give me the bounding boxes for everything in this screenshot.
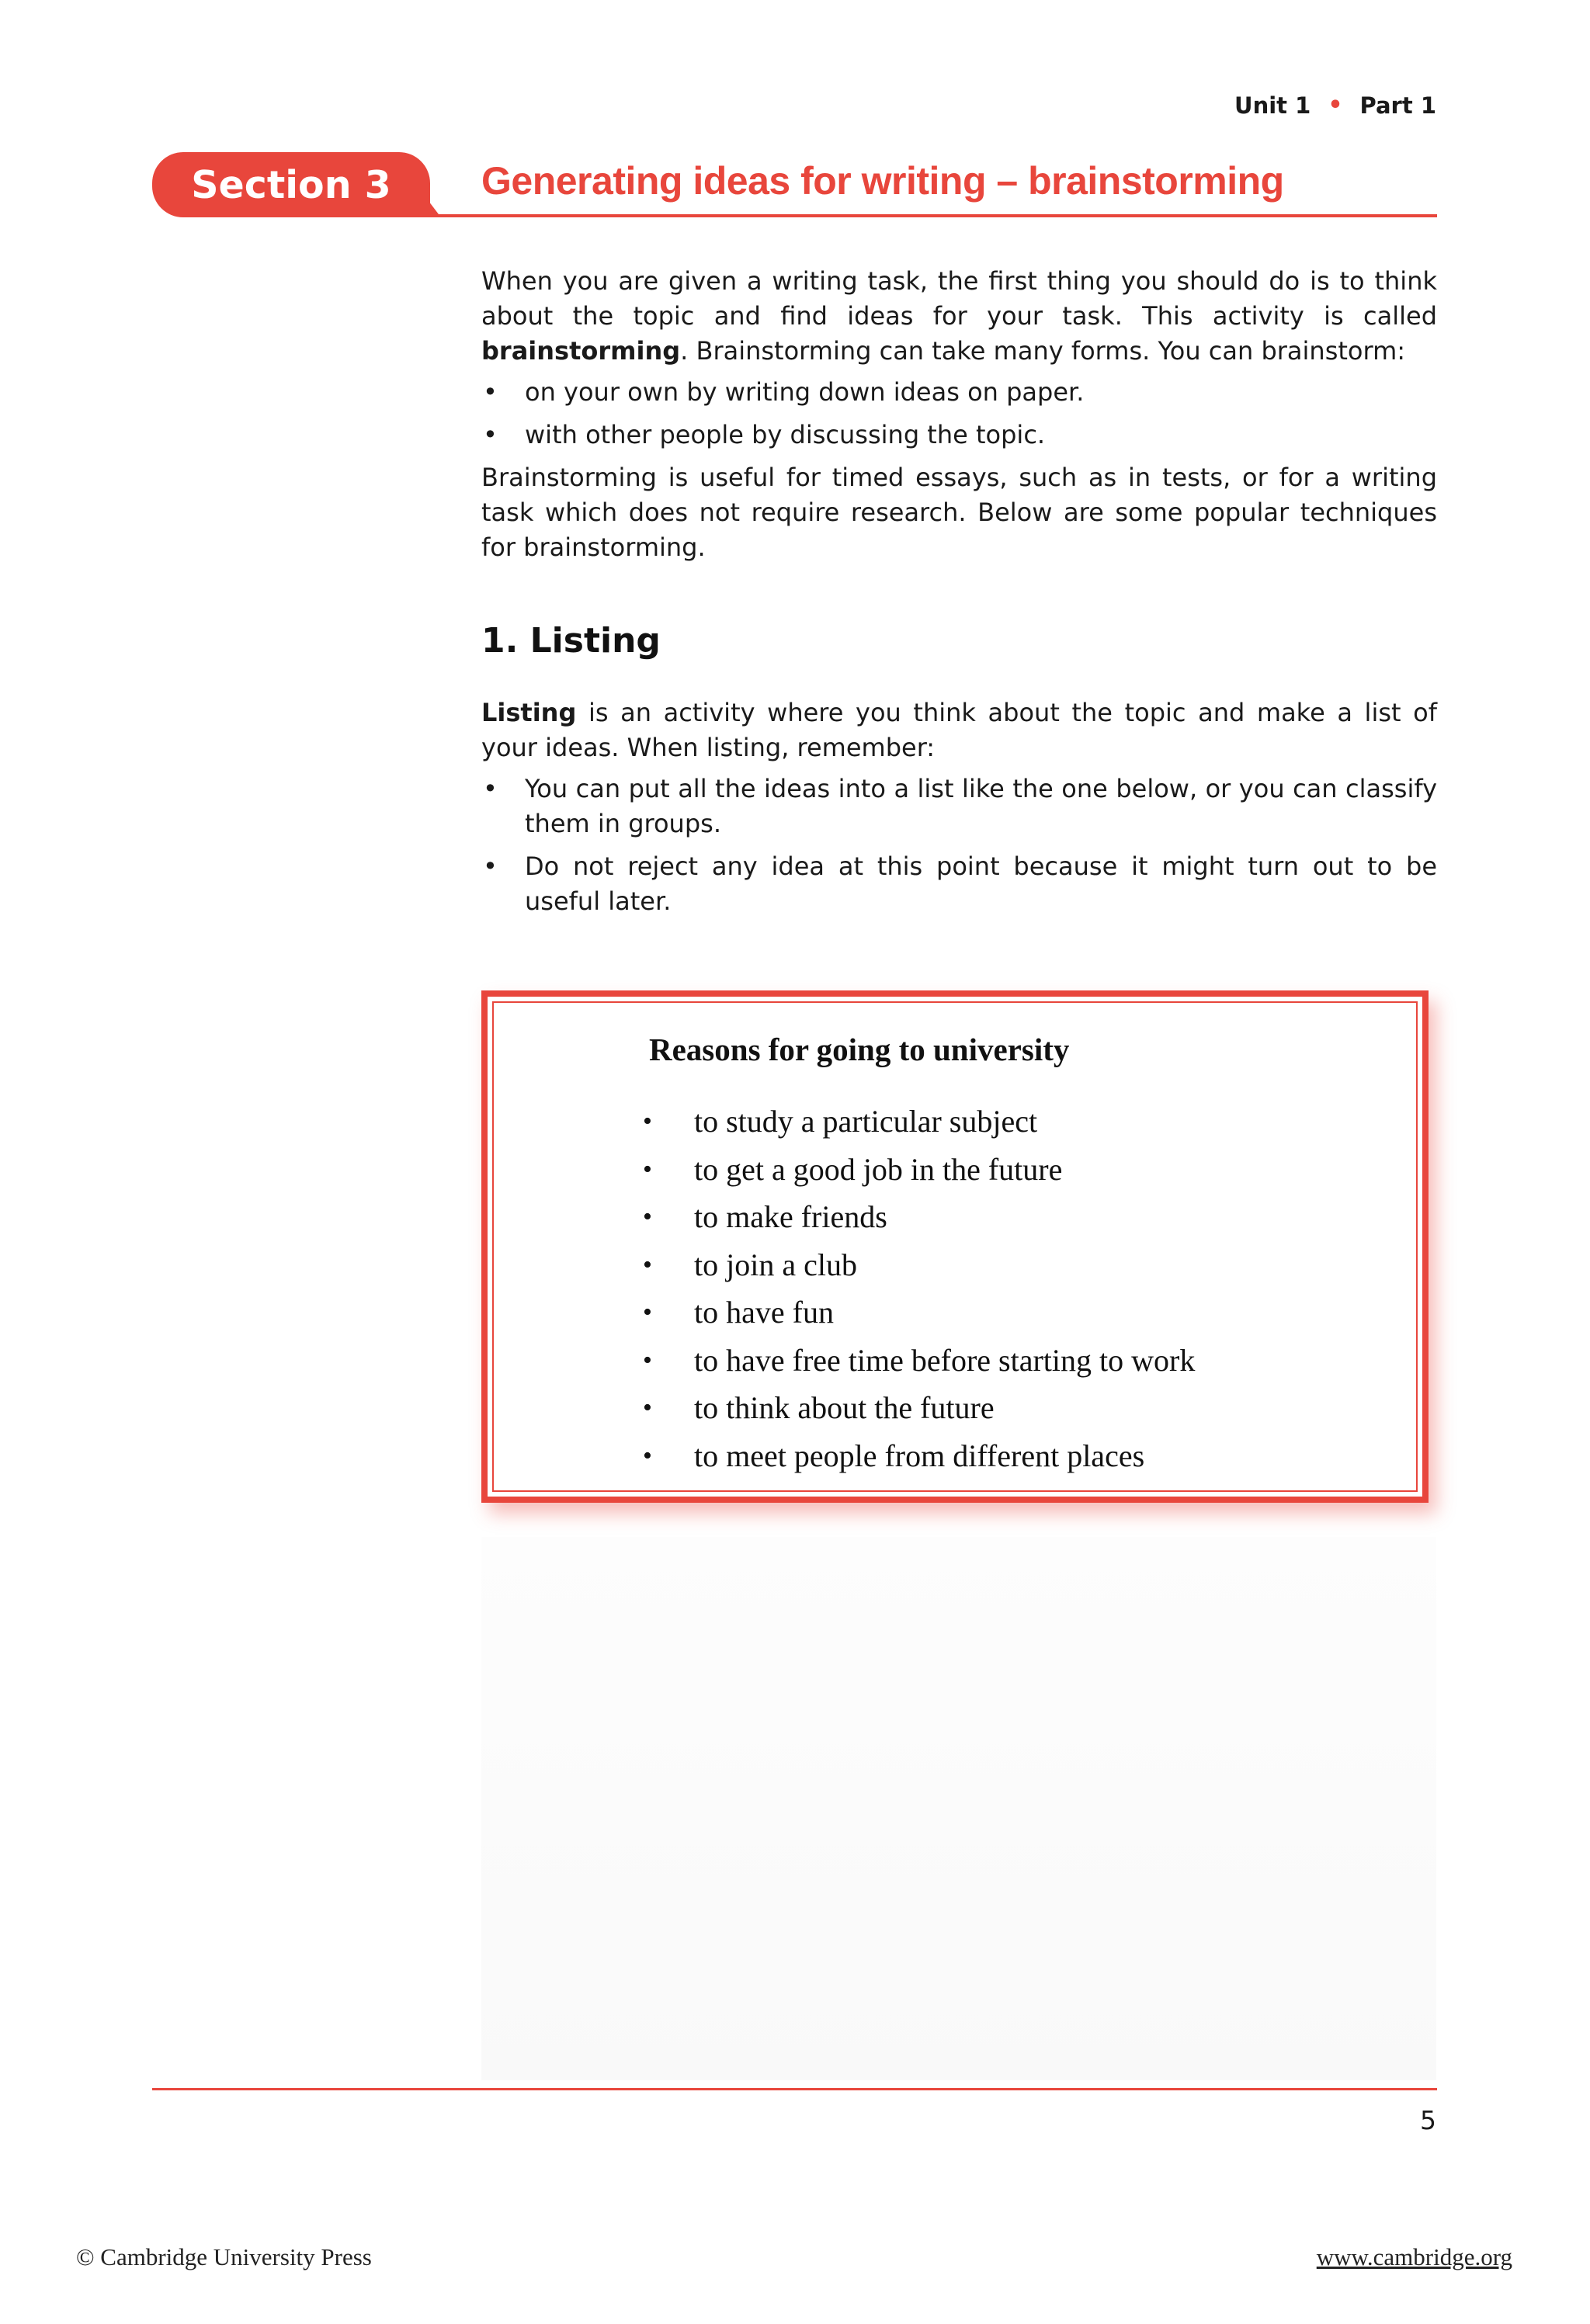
running-head (1234, 92, 1436, 119)
separator-dot: • (1328, 92, 1343, 119)
title-rule (419, 214, 1437, 217)
intro-bold-term: brainstorming (481, 336, 681, 366)
footer-rule (152, 2088, 1437, 2090)
list-item: • You can put all the ideas into a list like the one below, or you can classify them in groups. (481, 772, 1437, 841)
page-number: 5 (1420, 2105, 1436, 2135)
intro-paragraph-2: Brainstorming is useful for timed essays, such as in tests, or for a writing task which does not require research. Below are some popular techniques for brainstorming. (481, 463, 1437, 562)
list-item: • to have fun (643, 1289, 1195, 1337)
intro-text-b: . Brainstorming can take many forms. You can brainstorm: (680, 336, 1406, 366)
list-item: • to have free time before starting to work (643, 1337, 1195, 1385)
part-label: Part 1 (1359, 92, 1436, 119)
list-item: • to study a particular subject (643, 1098, 1195, 1146)
list-item: • to get a good job in the future (643, 1146, 1195, 1194)
section-tab-label: Section 3 (191, 162, 391, 207)
list-item: • with other people by discussing the topic. (481, 418, 1437, 453)
page-shade (481, 1537, 1436, 2080)
listing-bullet-list (481, 772, 1437, 919)
listing-bold-term: Listing (481, 698, 577, 727)
listing-heading: 1. Listing (481, 621, 661, 661)
listing-block (481, 695, 1437, 927)
list-item: • Do not reject any idea at this point because it might turn out to be useful later. (481, 849, 1437, 919)
section-title: Generating ideas for writing – brainstorming (481, 159, 1284, 203)
example-list-title: Reasons for going to university (649, 1032, 1070, 1067)
listing-paragraph (481, 695, 1437, 765)
intro-block (481, 264, 1437, 565)
example-list-box (481, 990, 1429, 1503)
intro-bullet-list (481, 375, 1437, 453)
list-item: • to think about the future (643, 1384, 1195, 1432)
example-list (643, 1098, 1195, 1479)
list-item: • to make friends (643, 1193, 1195, 1241)
intro-text-a: When you are given a writing task, the first thing you should do is to think about the topic and find ideas for your task. This activity is called (481, 266, 1437, 331)
listing-text: is an activity where you think about the topic and make a list of your ideas. When listing, remember: (481, 698, 1437, 762)
section-tab (152, 152, 430, 217)
unit-label: Unit 1 (1234, 92, 1311, 119)
copyright-notice: © Cambridge University Press (76, 2243, 372, 2270)
intro-paragraph-1 (481, 264, 1437, 369)
list-item: • to join a club (643, 1241, 1195, 1289)
list-item: • on your own by writing down ideas on paper. (481, 375, 1437, 410)
list-item: • to meet people from different places (643, 1432, 1195, 1480)
website-link[interactable]: www.cambridge.org (1316, 2243, 1512, 2270)
